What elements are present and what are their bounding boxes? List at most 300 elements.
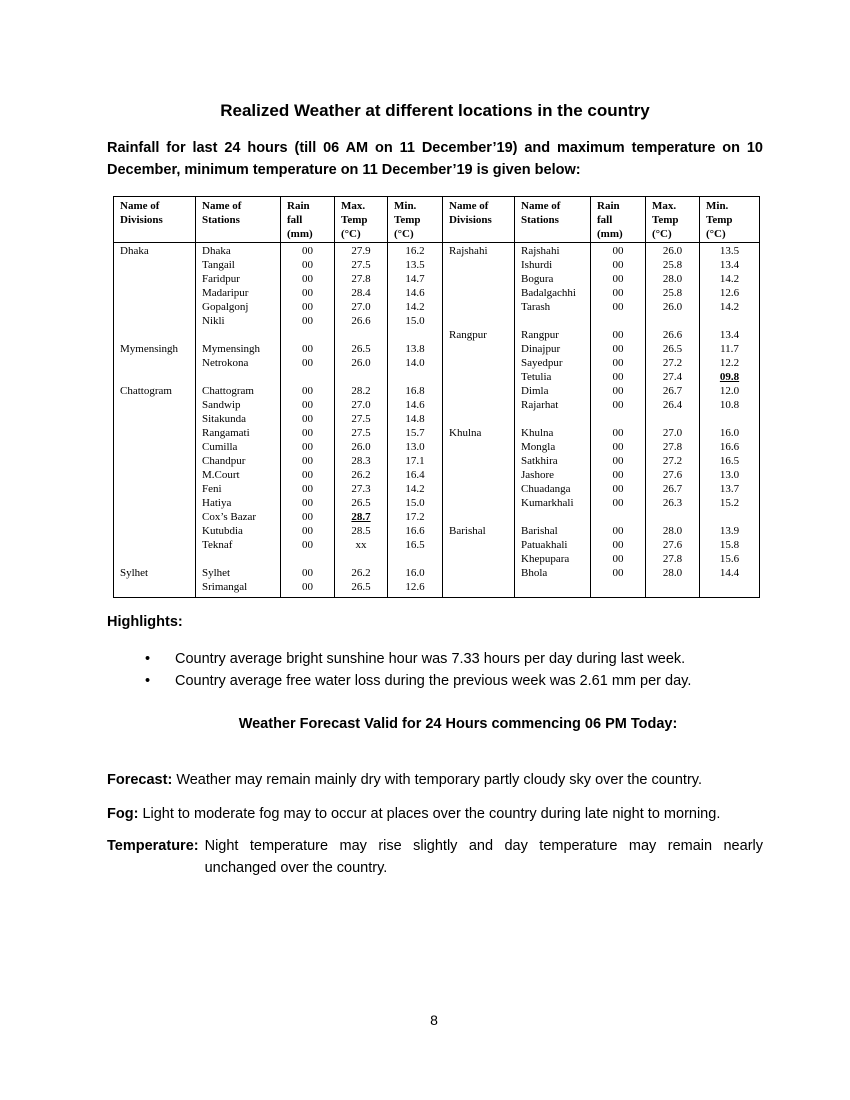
cell-value: 00	[302, 455, 313, 467]
table-cell	[335, 552, 388, 566]
cell-value: 15.8	[719, 539, 740, 551]
cell-value: 00	[302, 259, 313, 271]
column-header-line: Divisions	[449, 214, 492, 226]
table-cell	[591, 356, 646, 370]
table-cell	[196, 328, 281, 342]
table-row	[114, 286, 760, 300]
cell-value: Khulna	[521, 427, 554, 439]
table-cell	[114, 454, 196, 468]
table-cell	[335, 300, 388, 314]
cell-value: 26.2	[351, 567, 371, 579]
cell-value: 15.2	[719, 497, 740, 509]
highlight-item	[107, 670, 691, 692]
cell-value: 14.2	[405, 301, 425, 313]
cell-value: 26.7	[662, 385, 683, 397]
table-cell	[196, 454, 281, 468]
table-cell	[114, 566, 196, 580]
table-cell	[196, 300, 281, 314]
column-header-line: Temp	[341, 214, 368, 226]
table-cell	[646, 482, 700, 496]
cell-value: Rangamati	[202, 427, 250, 439]
table-cell	[443, 440, 515, 454]
table-cell	[591, 482, 646, 496]
table-cell	[515, 538, 591, 552]
table-cell	[515, 412, 591, 426]
table-cell	[335, 272, 388, 286]
table-cell	[515, 524, 591, 538]
cell-value: Madaripur	[202, 287, 249, 299]
column-header-line: fall	[287, 214, 303, 226]
table-cell	[388, 580, 443, 598]
cell-value: 00	[612, 399, 624, 411]
table-cell	[591, 272, 646, 286]
cell-value: Sitakunda	[202, 413, 246, 425]
table-cell	[388, 300, 443, 314]
cell-value: Kutubdia	[202, 525, 243, 537]
cell-value: Khepupara	[521, 553, 570, 565]
cell-value: 14.8	[405, 413, 425, 425]
column-header	[388, 197, 443, 243]
table-cell	[114, 510, 196, 524]
table-cell	[281, 440, 335, 454]
cell-value: Sylhet	[202, 567, 231, 579]
table-cell	[335, 496, 388, 510]
table-cell	[515, 510, 591, 524]
cell-value: Jashore	[521, 469, 554, 481]
cell-value: 17.2	[405, 511, 425, 523]
cell-value: 16.6	[405, 525, 425, 537]
table-cell	[281, 566, 335, 580]
cell-value: 13.4	[719, 329, 740, 341]
cell-value: 00	[302, 399, 313, 411]
cell-value: 13.7	[719, 483, 740, 495]
cell-value: Bogura	[521, 273, 554, 285]
table-cell	[700, 243, 760, 259]
table-cell	[281, 286, 335, 300]
cell-value: 26.5	[662, 343, 683, 355]
table-row	[114, 580, 760, 598]
table-cell	[700, 272, 760, 286]
table-row	[114, 272, 760, 286]
table-cell	[515, 426, 591, 440]
table-cell	[388, 328, 443, 342]
cell-value: Nikli	[202, 315, 225, 327]
table-cell	[281, 482, 335, 496]
table-cell	[388, 454, 443, 468]
table-cell	[114, 356, 196, 370]
column-header	[591, 197, 646, 243]
table-cell	[515, 314, 591, 328]
table-cell	[646, 454, 700, 468]
table-cell	[700, 286, 760, 300]
table-cell	[591, 426, 646, 440]
cell-value: 00	[302, 315, 313, 327]
intro-text: Rainfall for last 24 hours (till 06 AM on 11 December’19) and maximum temperature on 10 December, minimum temperature on 11 December’19 is given below:	[107, 140, 763, 178]
cell-value: 12.2	[719, 357, 740, 369]
table-row	[114, 510, 760, 524]
cell-value: 17.1	[405, 455, 425, 467]
table-cell	[591, 286, 646, 300]
table-cell	[700, 566, 760, 580]
cell-value: 27.8	[662, 553, 683, 565]
table-cell	[196, 243, 281, 259]
table-cell	[646, 328, 700, 342]
column-header	[335, 197, 388, 243]
cell-value: Bhola	[521, 567, 548, 579]
table-cell	[196, 482, 281, 496]
table-cell	[515, 328, 591, 342]
cell-value: Feni	[202, 483, 222, 495]
cell-value: Satkhira	[521, 455, 558, 467]
column-header-line: (°C)	[706, 228, 726, 240]
cell-value: 28.7	[351, 511, 371, 523]
cell-value: Faridpur	[202, 273, 240, 285]
table-cell	[335, 258, 388, 272]
table-cell	[388, 370, 443, 384]
table-cell	[443, 426, 515, 440]
highlights-heading: Highlights:	[107, 614, 183, 630]
table-cell	[196, 468, 281, 482]
table-cell	[281, 412, 335, 426]
table-cell	[281, 580, 335, 598]
table-cell	[281, 314, 335, 328]
table-cell	[646, 538, 700, 552]
cell-value: 26.0	[351, 357, 371, 369]
cell-value: 27.0	[351, 399, 371, 411]
table-cell	[281, 342, 335, 356]
table-row	[114, 566, 760, 580]
table-cell	[443, 243, 515, 259]
table-cell	[388, 412, 443, 426]
cell-value: Sylhet	[120, 567, 149, 579]
column-header	[700, 197, 760, 243]
cell-value: Rajarhat	[521, 399, 559, 411]
cell-value: 13.0	[405, 441, 425, 453]
table-cell	[515, 454, 591, 468]
table-cell	[443, 300, 515, 314]
table-cell	[281, 454, 335, 468]
table-cell	[591, 454, 646, 468]
table-row	[114, 524, 760, 538]
cell-value: 14.6	[405, 399, 425, 411]
table-cell	[443, 482, 515, 496]
fog-paragraph	[107, 803, 763, 825]
cell-value: 26.2	[351, 469, 371, 481]
table-row	[114, 356, 760, 370]
table-cell	[281, 300, 335, 314]
table-cell	[196, 580, 281, 598]
table-cell	[443, 314, 515, 328]
cell-value: Chattogram	[202, 385, 254, 397]
table-cell	[700, 370, 760, 384]
table-cell	[515, 566, 591, 580]
table-cell	[700, 538, 760, 552]
cell-value: 00	[302, 357, 313, 369]
table-cell	[335, 286, 388, 300]
forecast-text: Weather may remain mainly dry with temporary partly cloudy sky over the country.	[176, 772, 702, 788]
table-cell	[591, 468, 646, 482]
table-cell	[281, 468, 335, 482]
table-cell	[443, 538, 515, 552]
cell-value: 26.6	[351, 315, 371, 327]
cell-value: 10.8	[719, 399, 740, 411]
table-cell	[335, 356, 388, 370]
cell-value: 14.4	[719, 567, 740, 579]
table-cell	[388, 510, 443, 524]
column-header-line: Rain	[597, 200, 620, 212]
cell-value: 09.8	[719, 371, 740, 383]
table-cell	[281, 398, 335, 412]
table-row	[114, 243, 760, 259]
table-cell	[443, 468, 515, 482]
column-header-line: Min.	[706, 200, 729, 212]
table-cell	[114, 468, 196, 482]
table-row	[114, 384, 760, 398]
cell-value: Barishal	[521, 525, 558, 537]
cell-value: 16.0	[719, 427, 740, 439]
table-cell	[443, 566, 515, 580]
cell-value: Teknaf	[202, 539, 233, 551]
forecast-label: Forecast:	[107, 772, 173, 788]
cell-value: 27.3	[351, 483, 371, 495]
cell-value: 16.5	[719, 455, 740, 467]
cell-value: 26.4	[662, 399, 683, 411]
table-row	[114, 538, 760, 552]
fog-label: Fog:	[107, 806, 139, 822]
table-cell	[388, 426, 443, 440]
temperature-label: Temperature:	[107, 838, 199, 854]
table-cell	[591, 243, 646, 259]
highlight-text: Country average free water loss during the previous week was 2.61 mm per day.	[175, 673, 692, 689]
table-cell	[646, 566, 700, 580]
cell-value: 14.7	[405, 273, 425, 285]
table-cell	[443, 258, 515, 272]
table-cell	[388, 524, 443, 538]
table-cell	[646, 370, 700, 384]
cell-value: 26.5	[351, 343, 371, 355]
table-cell	[591, 328, 646, 342]
table-cell	[196, 566, 281, 580]
cell-value: 00	[612, 427, 624, 439]
column-header-line: (°C)	[652, 228, 672, 240]
table-cell	[114, 258, 196, 272]
table-cell	[388, 258, 443, 272]
cell-value: 00	[612, 245, 624, 257]
table-cell	[335, 243, 388, 259]
table-cell	[443, 370, 515, 384]
table-cell	[700, 454, 760, 468]
forecast-paragraph	[107, 769, 763, 791]
table-cell	[335, 426, 388, 440]
table-cell	[196, 258, 281, 272]
column-header-line: (mm)	[287, 228, 313, 240]
cell-value: 00	[302, 273, 313, 285]
table-cell	[281, 384, 335, 398]
table-cell	[335, 384, 388, 398]
cell-value: 00	[612, 497, 624, 509]
table-cell	[335, 580, 388, 598]
column-header-line: Name of	[202, 200, 242, 212]
table-cell	[591, 552, 646, 566]
table-cell	[591, 538, 646, 552]
column-header-line: Name of	[521, 200, 561, 212]
temperature-text: Night temperature may rise slightly and day temperature may remain nearly unchanged over the country.	[204, 838, 763, 876]
table-cell	[388, 342, 443, 356]
table-cell	[700, 314, 760, 328]
table-cell	[700, 468, 760, 482]
table-row	[114, 412, 760, 426]
table-cell	[114, 412, 196, 426]
table-cell	[700, 482, 760, 496]
table-row	[114, 300, 760, 314]
cell-value: Hatiya	[202, 497, 232, 509]
cell-value: 00	[612, 469, 624, 481]
table-cell	[388, 496, 443, 510]
cell-value: 28.5	[351, 525, 371, 537]
cell-value: 16.8	[405, 385, 425, 397]
cell-value: 14.2	[719, 273, 740, 285]
table-cell	[515, 272, 591, 286]
table-cell	[388, 398, 443, 412]
cell-value: 00	[302, 413, 313, 425]
table-cell	[196, 286, 281, 300]
table-cell	[646, 468, 700, 482]
table-cell	[335, 482, 388, 496]
cell-value: 11.7	[720, 343, 739, 355]
column-header	[281, 197, 335, 243]
table-row	[114, 370, 760, 384]
cell-value: 00	[302, 427, 313, 439]
cell-value: Chattogram	[120, 385, 172, 397]
cell-value: 28.0	[662, 273, 683, 285]
table-cell	[591, 300, 646, 314]
table-cell	[591, 258, 646, 272]
table-cell	[591, 342, 646, 356]
cell-value: 00	[302, 301, 313, 313]
cell-value: 00	[612, 553, 624, 565]
table-header-row	[114, 197, 760, 243]
table-cell	[515, 440, 591, 454]
table-cell	[196, 398, 281, 412]
highlights-list	[107, 648, 691, 692]
cell-value: 00	[612, 357, 624, 369]
table-cell	[700, 384, 760, 398]
cell-value: 25.8	[662, 259, 683, 271]
column-header-line: fall	[597, 214, 613, 226]
cell-value: 28.3	[351, 455, 371, 467]
table-cell	[646, 580, 700, 598]
cell-value: Mymensingh	[202, 343, 261, 355]
column-header-line: Temp	[706, 214, 733, 226]
cell-value: 13.5	[719, 245, 740, 257]
cell-value: 00	[612, 441, 624, 453]
bullet-icon: •	[145, 651, 151, 667]
column-header-line: Stations	[521, 214, 559, 226]
table-cell	[700, 524, 760, 538]
column-header-line: Name of	[449, 200, 489, 212]
cell-value: 26.0	[351, 441, 371, 453]
column-header-line: (mm)	[597, 228, 623, 240]
table-cell	[114, 482, 196, 496]
cell-value: Tetulia	[521, 371, 552, 383]
table-cell	[646, 426, 700, 440]
table-cell	[114, 384, 196, 398]
table-cell	[700, 356, 760, 370]
cell-value: Tangail	[202, 259, 235, 271]
table-cell	[388, 566, 443, 580]
table-cell	[114, 426, 196, 440]
table-cell	[114, 538, 196, 552]
fog-text: Light to moderate fog may to occur at places over the country during late night to morning.	[142, 806, 721, 822]
table-cell	[196, 440, 281, 454]
cell-value: 00	[302, 385, 313, 397]
cell-value: 13.4	[719, 259, 740, 271]
table-cell	[114, 552, 196, 566]
table-cell	[388, 314, 443, 328]
cell-value: xx	[355, 539, 367, 551]
table-cell	[515, 342, 591, 356]
table-cell	[700, 440, 760, 454]
cell-value: 26.7	[662, 483, 683, 495]
table-cell	[196, 356, 281, 370]
table-cell	[281, 356, 335, 370]
table-cell	[114, 580, 196, 598]
table-cell	[114, 524, 196, 538]
table-cell	[443, 580, 515, 598]
cell-value: 26.0	[662, 301, 683, 313]
table-cell	[114, 370, 196, 384]
table-row	[114, 482, 760, 496]
cell-value: Mymensingh	[120, 343, 179, 355]
cell-value: 26.5	[351, 581, 371, 593]
table-cell	[114, 272, 196, 286]
bullet-icon: •	[145, 673, 151, 689]
table-cell	[281, 496, 335, 510]
table-cell	[443, 286, 515, 300]
table-cell	[443, 412, 515, 426]
cell-value: 28.0	[662, 525, 683, 537]
table-cell	[335, 510, 388, 524]
table-cell	[443, 398, 515, 412]
table-cell	[646, 258, 700, 272]
cell-value: 00	[302, 441, 313, 453]
table-cell	[335, 566, 388, 580]
table-cell	[196, 552, 281, 566]
table-cell	[515, 496, 591, 510]
cell-value: 16.6	[719, 441, 740, 453]
table-cell	[515, 482, 591, 496]
cell-value: 00	[612, 525, 624, 537]
table-cell	[388, 243, 443, 259]
table-cell	[114, 496, 196, 510]
column-header-line: (°C)	[341, 228, 361, 240]
cell-value: 16.2	[405, 245, 425, 257]
table-cell	[515, 300, 591, 314]
table-cell	[443, 454, 515, 468]
cell-value: Dinajpur	[521, 343, 561, 355]
table-row	[114, 328, 760, 342]
table-cell	[515, 356, 591, 370]
table-cell	[591, 398, 646, 412]
table-cell	[591, 440, 646, 454]
cell-value: 00	[302, 497, 313, 509]
cell-value: 14.2	[719, 301, 740, 313]
table-cell	[281, 538, 335, 552]
table-cell	[700, 342, 760, 356]
cell-value: 26.6	[662, 329, 683, 341]
table-row	[114, 440, 760, 454]
cell-value: 12.6	[405, 581, 425, 593]
